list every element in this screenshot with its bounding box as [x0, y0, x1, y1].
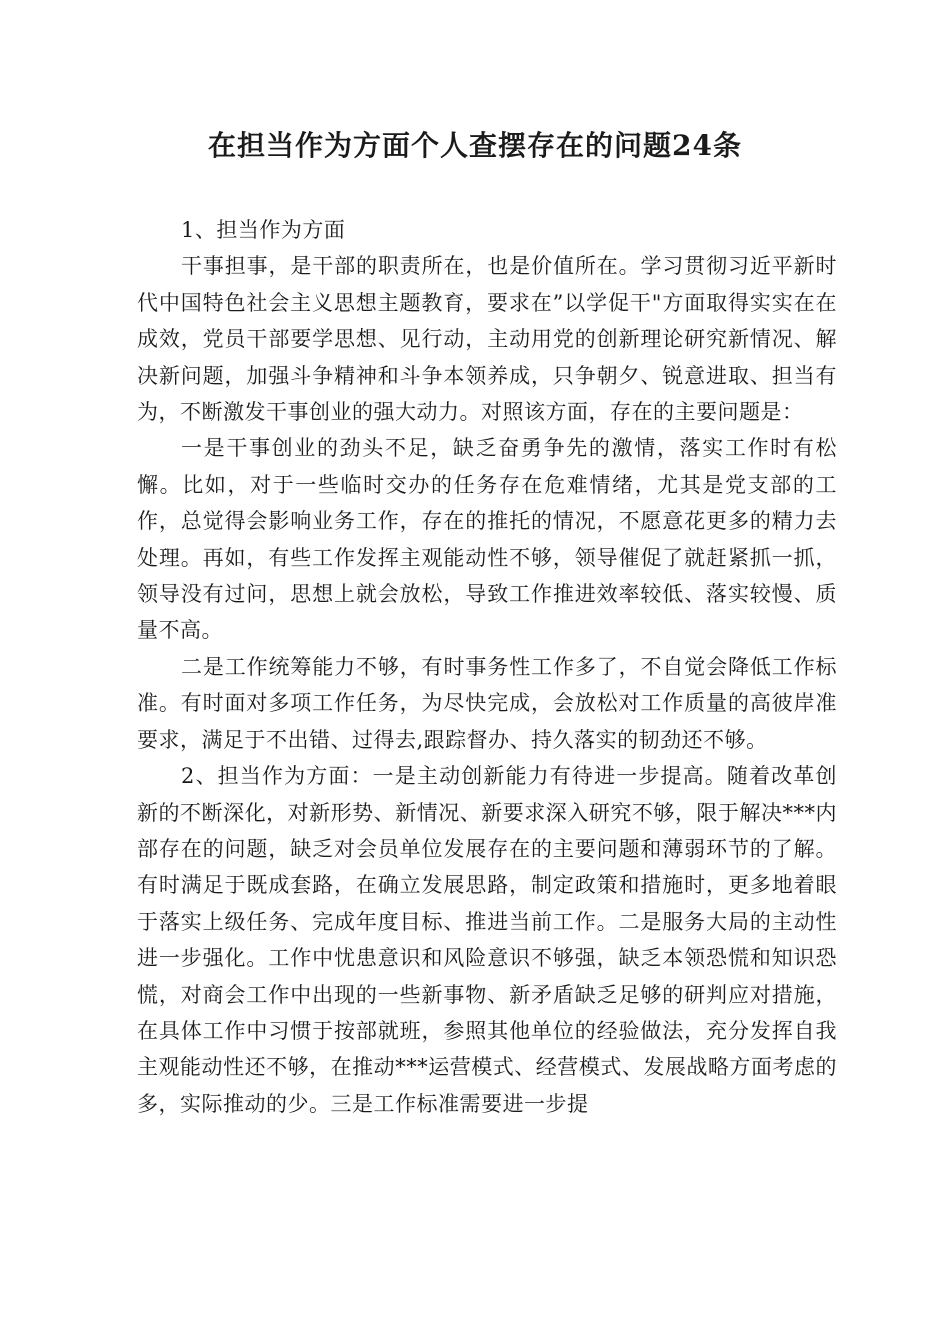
paragraph-problem-two: 二是工作统筹能力不够，有时事务性工作多了，不自觉会降低工作标准。有时面对多项工作任务，为尽快完成，会放松对工作质量的高彼岸准要求，满足于不出错、过得去,跟踪督办、持久落实的韧劲还不够。: [137, 654, 837, 752]
document-title: 在担当作为方面个人查摆存在的问题24条: [208, 129, 742, 162]
paragraph-problem-one: 一是干事创业的劲头不足，缺乏奋勇争先的激情，落实工作时有松懈。比如，对于一些临时交办的任务存在危难情绪，尤其是党支部的工作，总觉得会影响业务工作，存在的推托的情况，不愿意花更多的精力去处理。再如，有些工作发挥主观能动性不够，领导催促了就赶紧抓一抓，领导没有过问，思想上就会放松，导致工作推进效率较低、落实较慢、质量不高。: [137, 436, 837, 643]
paragraph-section-2: 2、担当作为方面：一是主动创新能力有待进一步提高。随着改革创新的不断深化，对新形势、新情况、新要求深入研究不够，限于解决***内部存在的问题，缺乏对会员单位发展存在的主要问题和薄弱环节的了解。有时满足于既成套路，在确立发展思路，制定政策和措施时，更多地着眼于落实上级任务、完成年度目标、推进当前工作。二是服务大局的主动性进一步强化。工作中忧患意识和风险意识不够强，缺乏本领恐慌和知识恐慌，对商会工作中出现的一些新事物、新矛盾缺乏足够的研判应对措施，在具体工作中习惯于按部就班，参照其他单位的经验做法，充分发挥自我主观能动性还不够，在推动***运营模式、经营模式、发展战略方面考虑的多，实际推动的少。三是工作标准需要进一步提: [137, 764, 837, 1116]
paragraph-section-1-heading: 1、担当作为方面: [181, 218, 346, 242]
document-body: [137, 212, 837, 1122]
paragraph-intro: 干事担事，是干部的职责所在，也是价值所在。学习贯彻习近平新时代中国特色社会主义思想主题教育，要求在”以学促干"方面取得实实在在成效，党员干部要学思想、见行动，主动用党的创新理论研究新情况、解决新问题，加强斗争精神和斗争本领养成，只争朝夕、锐意进取、担当有为，不断激发干事创业的强大动力。对照该方面，存在的主要问题是：: [137, 254, 837, 425]
